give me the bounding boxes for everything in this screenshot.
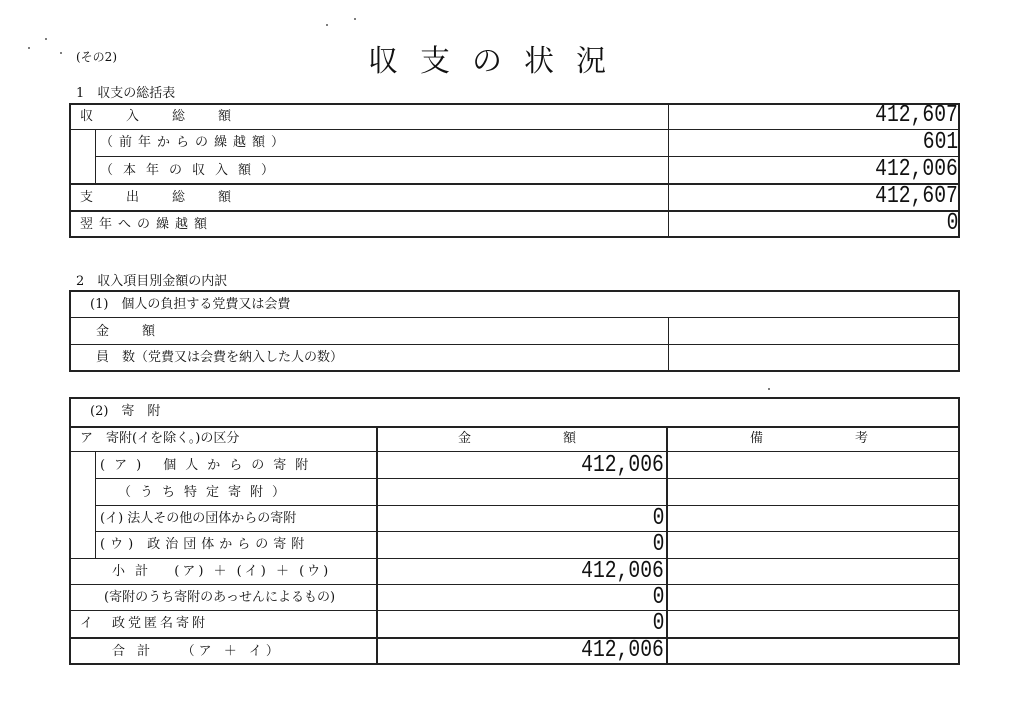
- summary-value-total-income: 412,607: [875, 102, 958, 129]
- summary-label-total-expense: 支 出 総 額: [80, 190, 242, 205]
- summary-label-total-income: 収 入 総 額: [80, 109, 242, 124]
- page-title: 収支の状況: [368, 44, 628, 79]
- section1-heading: 1 収支の総括表: [76, 86, 176, 101]
- summary-value-carryover-next: 0: [946, 210, 958, 237]
- summary-value-total-expense: 412,607: [875, 183, 958, 210]
- donation-value-mediated: 0: [652, 584, 664, 611]
- donation-value-anonymous: 0: [652, 610, 664, 637]
- section2-heading: 2 収入項目別金額の内訳: [76, 274, 228, 289]
- fees-amount-label: 金 額: [96, 324, 166, 339]
- donation-label-total: 合 計 （ア ＋ イ）: [112, 644, 283, 659]
- scan-speck: [28, 47, 30, 49]
- donations-title: (2) 寄 附: [90, 404, 161, 419]
- donation-value-total: 412,006: [581, 637, 664, 664]
- summary-label-carryover-prev: （前年からの繰越額）: [100, 135, 291, 150]
- donation-label-anonymous: イ 政党匿名寄附: [80, 616, 209, 631]
- donations-col-category: ア 寄附(イを除く。)の区分: [80, 431, 240, 446]
- donation-label-individual: (ア) 個人からの寄附: [100, 458, 318, 473]
- scan-speck: [60, 52, 62, 54]
- donation-value-corporate: 0: [652, 505, 664, 532]
- fees-title: (1) 個人の負担する党費又は会費: [90, 297, 291, 312]
- donation-label-mediated: (寄附のうち寄附のあっせんによるもの): [104, 590, 336, 605]
- scan-speck: [326, 24, 328, 26]
- part-label: (その2): [76, 50, 117, 64]
- donation-label-corporate: (イ) 法人その他の団体からの寄附: [100, 511, 297, 526]
- donation-value-individual: 412,006: [581, 452, 664, 479]
- donation-value-political: 0: [652, 531, 664, 558]
- donation-label-specified: （うち特定寄附）: [118, 485, 295, 500]
- summary-value-current-income: 412,006: [875, 156, 958, 183]
- scan-speck: [354, 18, 356, 20]
- summary-label-carryover-next: 翌年への繰越額: [80, 217, 214, 232]
- donations-col-amount: 金 額: [458, 431, 585, 446]
- scan-speck: [768, 388, 770, 390]
- donation-value-subtotal: 412,006: [581, 558, 664, 585]
- donation-label-political: (ウ) 政治団体からの寄附: [100, 537, 310, 552]
- summary-label-current-income: （本年の収入額）: [100, 163, 285, 178]
- scan-speck: [45, 38, 47, 40]
- donation-label-subtotal: 小 計 (ア) ＋ (イ) ＋ (ウ): [112, 564, 332, 579]
- summary-value-carryover-prev: 601: [922, 129, 958, 156]
- donations-col-remarks: 備 考: [750, 431, 877, 446]
- fees-members-label: 員 数（党費又は会費を納入した人の数）: [96, 350, 344, 365]
